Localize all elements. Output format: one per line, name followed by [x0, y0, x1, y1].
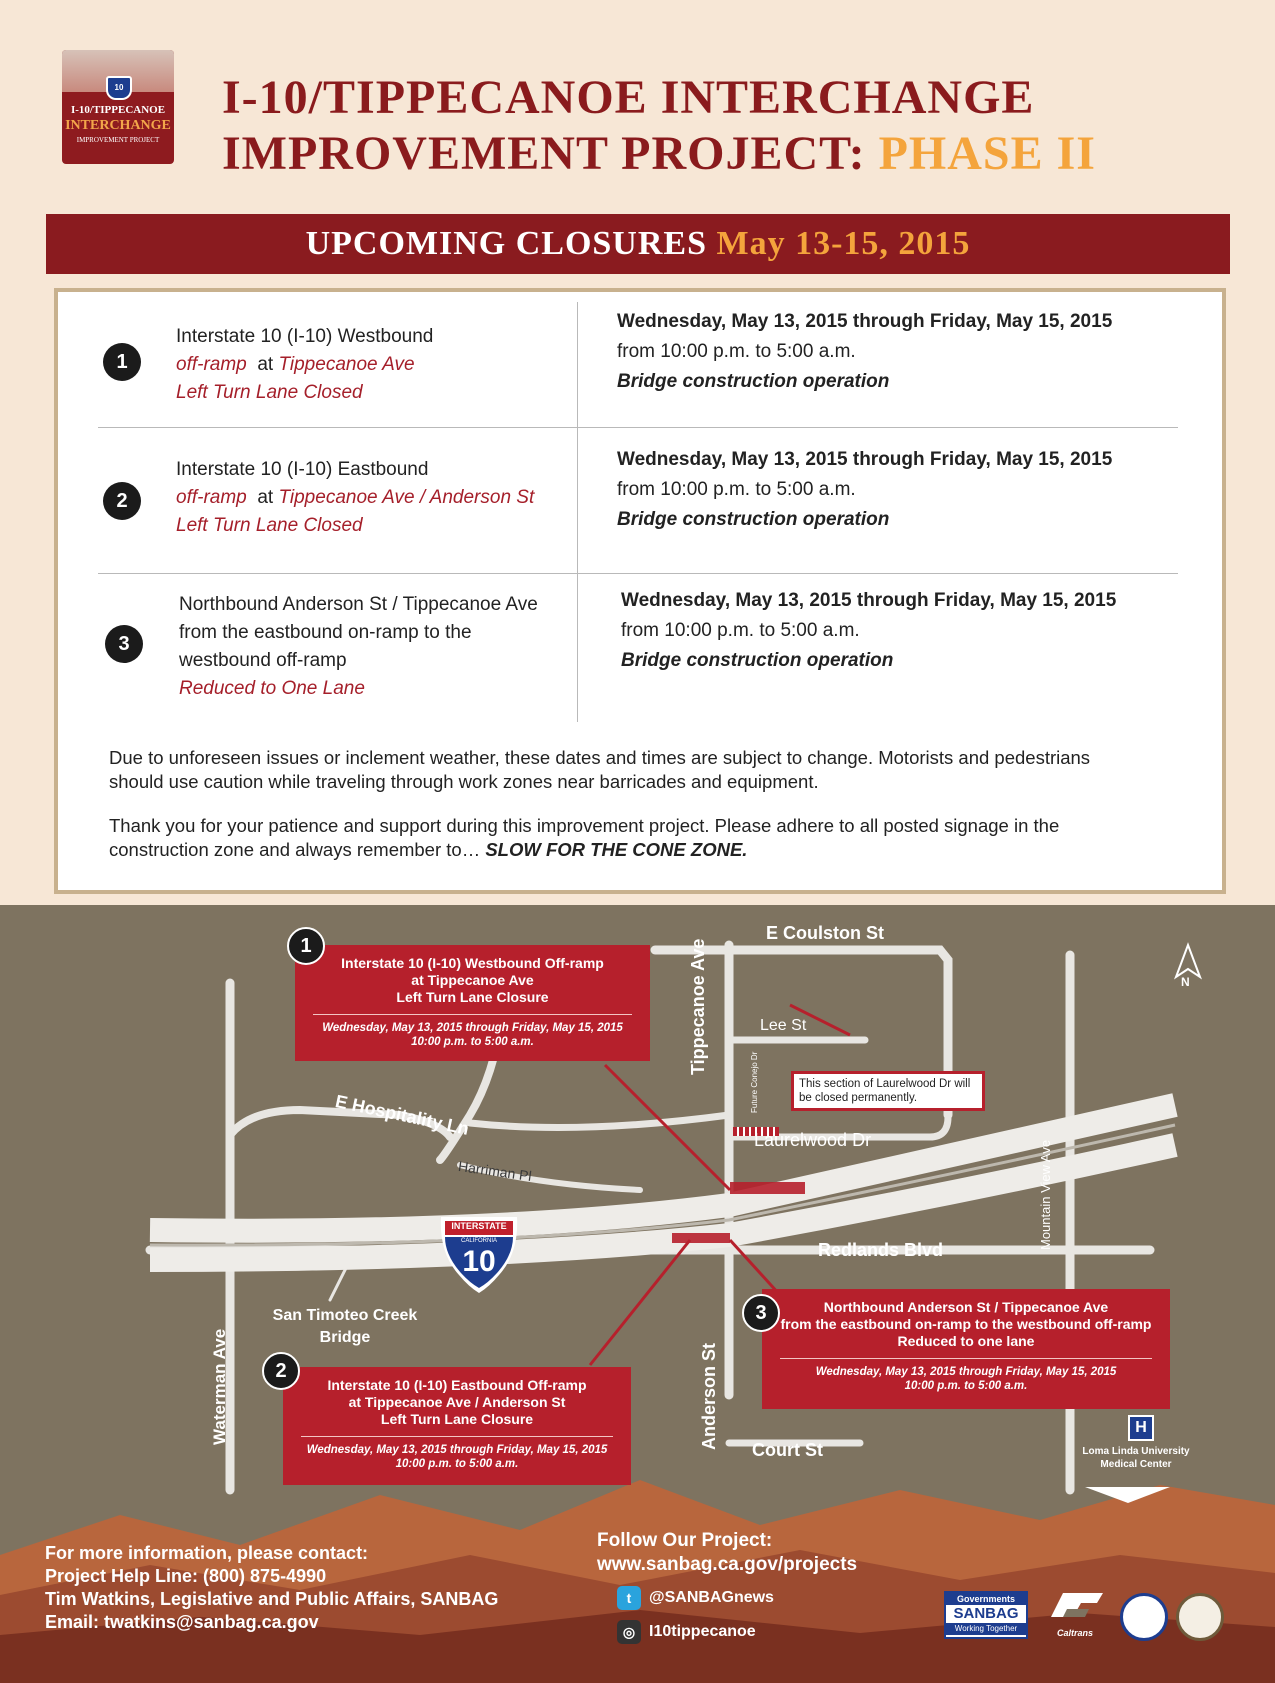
street-label: Anderson St	[699, 1342, 719, 1450]
street-label: Court St	[752, 1440, 823, 1460]
closure-number: 3	[105, 625, 143, 663]
callout-number: 1	[287, 927, 325, 965]
twitter-icon[interactable]: t	[617, 1586, 641, 1610]
instagram-handle[interactable]: I10tippecanoe	[649, 1623, 756, 1640]
contact-block: For more information, please contact: Project Help Line: (800) 875-4990 Tim Watkins, Legislative and Public Affairs, SANBAG Email: twatkins@sanbag.ca.gov	[45, 1543, 499, 1632]
hospital-label: Loma Linda University Medical Center	[1082, 1446, 1190, 1470]
laurelwood-closure-note: This section of Laurelwood Dr will be closed permanently.	[791, 1071, 985, 1111]
title-line2: IMPROVEMENT PROJECT:	[222, 127, 866, 180]
column-divider	[577, 302, 578, 722]
banner-label: UPCOMING CLOSURES	[305, 225, 707, 262]
instagram-icon[interactable]: ◎	[617, 1620, 641, 1644]
project-website-link[interactable]: www.sanbag.ca.gov/projects	[597, 1554, 858, 1575]
page-title	[222, 70, 1096, 182]
callout-number: 2	[262, 1352, 300, 1390]
street-label: Harriman Pl	[457, 1157, 533, 1185]
title-line1: I-10/TIPPECANOE INTERCHANGE	[222, 71, 1035, 124]
closure-number: 1	[103, 343, 141, 381]
banner-dates: May 13-15, 2015	[716, 225, 971, 262]
closure-schedule: Wednesday, May 13, 2015 through Friday, May 15, 2015 from 10:00 p.m. to 5:00 a.m. Bridge construction operation	[617, 311, 1113, 392]
bridge-label: San Timoteo Creek Bridge	[272, 1307, 418, 1346]
street-label: Waterman Ave	[210, 1328, 229, 1445]
interstate-shield-icon: 10	[106, 76, 132, 100]
follow-block: Follow Our Project: www.sanbag.ca.gov/projects	[597, 1530, 858, 1575]
county-seal-icon	[1176, 1593, 1224, 1641]
callout-number: 3	[742, 1294, 780, 1332]
closure-schedule: Wednesday, May 13, 2015 through Friday, May 15, 2015 from 10:00 p.m. to 5:00 a.m. Bridge construction operation	[617, 449, 1113, 530]
logo-line2: INTERCHANGE	[65, 118, 171, 133]
sanbag-logo: Governments SANBAG Working Together	[944, 1591, 1028, 1639]
street-label: Lee St	[760, 1017, 807, 1034]
street-label: Redlands Blvd	[818, 1240, 944, 1260]
closure-location: Northbound Anderson St / Tippecanoe Ave from the eastbound on-ramp to the westbound off-ramp Reduced to One Lane	[179, 594, 538, 699]
street-label: Tippecanoe Ave	[688, 938, 708, 1075]
map-callout: Northbound Anderson St / Tippecanoe Ave from the eastbound on-ramp to the westbound off-ramp Reduced to one lane Wednesday, May 13, 2015 through Friday, May 15, 2015 10:00 p.m. to 5:00 a.m.	[762, 1289, 1170, 1409]
closure-schedule: Wednesday, May 13, 2015 through Friday, May 15, 2015 from 10:00 p.m. to 5:00 a.m. Bridge construction operation	[621, 590, 1117, 671]
closure-location: Interstate 10 (I-10) Westbound off-ramp at Tippecanoe Ave Left Turn Lane Closed	[176, 326, 434, 403]
city-seal-icon	[1120, 1593, 1168, 1641]
map-callout: Interstate 10 (I-10) Eastbound Off-ramp at Tippecanoe Ave / Anderson St Left Turn Lane Closure Wednesday, May 13, 2015 through Friday, May 15, 2015 10:00 p.m. to 5:00 a.m.	[283, 1367, 631, 1485]
notice-paragraph: Due to unforeseen issues or inclement weather, these dates and times are subject to change. Motorists and pedestrians should use caution while traveling through work zones near barricades and equipment.	[109, 747, 1091, 792]
north-arrow-icon: N	[1181, 975, 1190, 989]
logo-line1: I-10/TIPPECANOE	[70, 104, 166, 116]
twitter-handle[interactable]: @SANBAGnews	[649, 1589, 774, 1606]
street-label: E Hospitality Ln	[333, 1091, 471, 1139]
street-label: Future Conejo Dr	[750, 1051, 759, 1113]
row-divider	[98, 573, 1178, 574]
street-label: Mountain View Ave	[1038, 1139, 1053, 1250]
street-label: E Coulston St	[766, 923, 884, 943]
caltrans-logo: Caltrans	[1045, 1587, 1105, 1637]
thanks-paragraph: Thank you for your patience and support during this improvement project. Please adhere to all posted signage in the construction zone and always remember to… SLOW FOR THE CONE ZONE.	[109, 815, 1060, 860]
closure-number: 2	[103, 482, 141, 520]
logo-line3: IMPROVEMENT PROJECT	[76, 136, 160, 144]
row-divider	[98, 427, 1178, 428]
map-callout: Interstate 10 (I-10) Westbound Off-ramp at Tippecanoe Ave Left Turn Lane Closure Wednesday, May 13, 2015 through Friday, May 15, 2015 10:00 p.m. to 5:00 a.m.	[295, 945, 650, 1061]
closures-banner	[46, 214, 1230, 274]
hospital-icon: H	[1128, 1415, 1154, 1441]
closure-location: Interstate 10 (I-10) Eastbound off-ramp at Tippecanoe Ave / Anderson St Left Turn Lane Closed	[176, 459, 535, 536]
interstate-10-shield-icon: INTERSTATE CALIFORNIA 10	[437, 1213, 521, 1297]
street-label: Laurelwood Dr	[754, 1130, 872, 1150]
project-logo	[62, 50, 174, 164]
closures-box	[54, 288, 1226, 894]
title-phase: PHASE II	[878, 127, 1096, 180]
project-map	[0, 905, 1275, 1683]
